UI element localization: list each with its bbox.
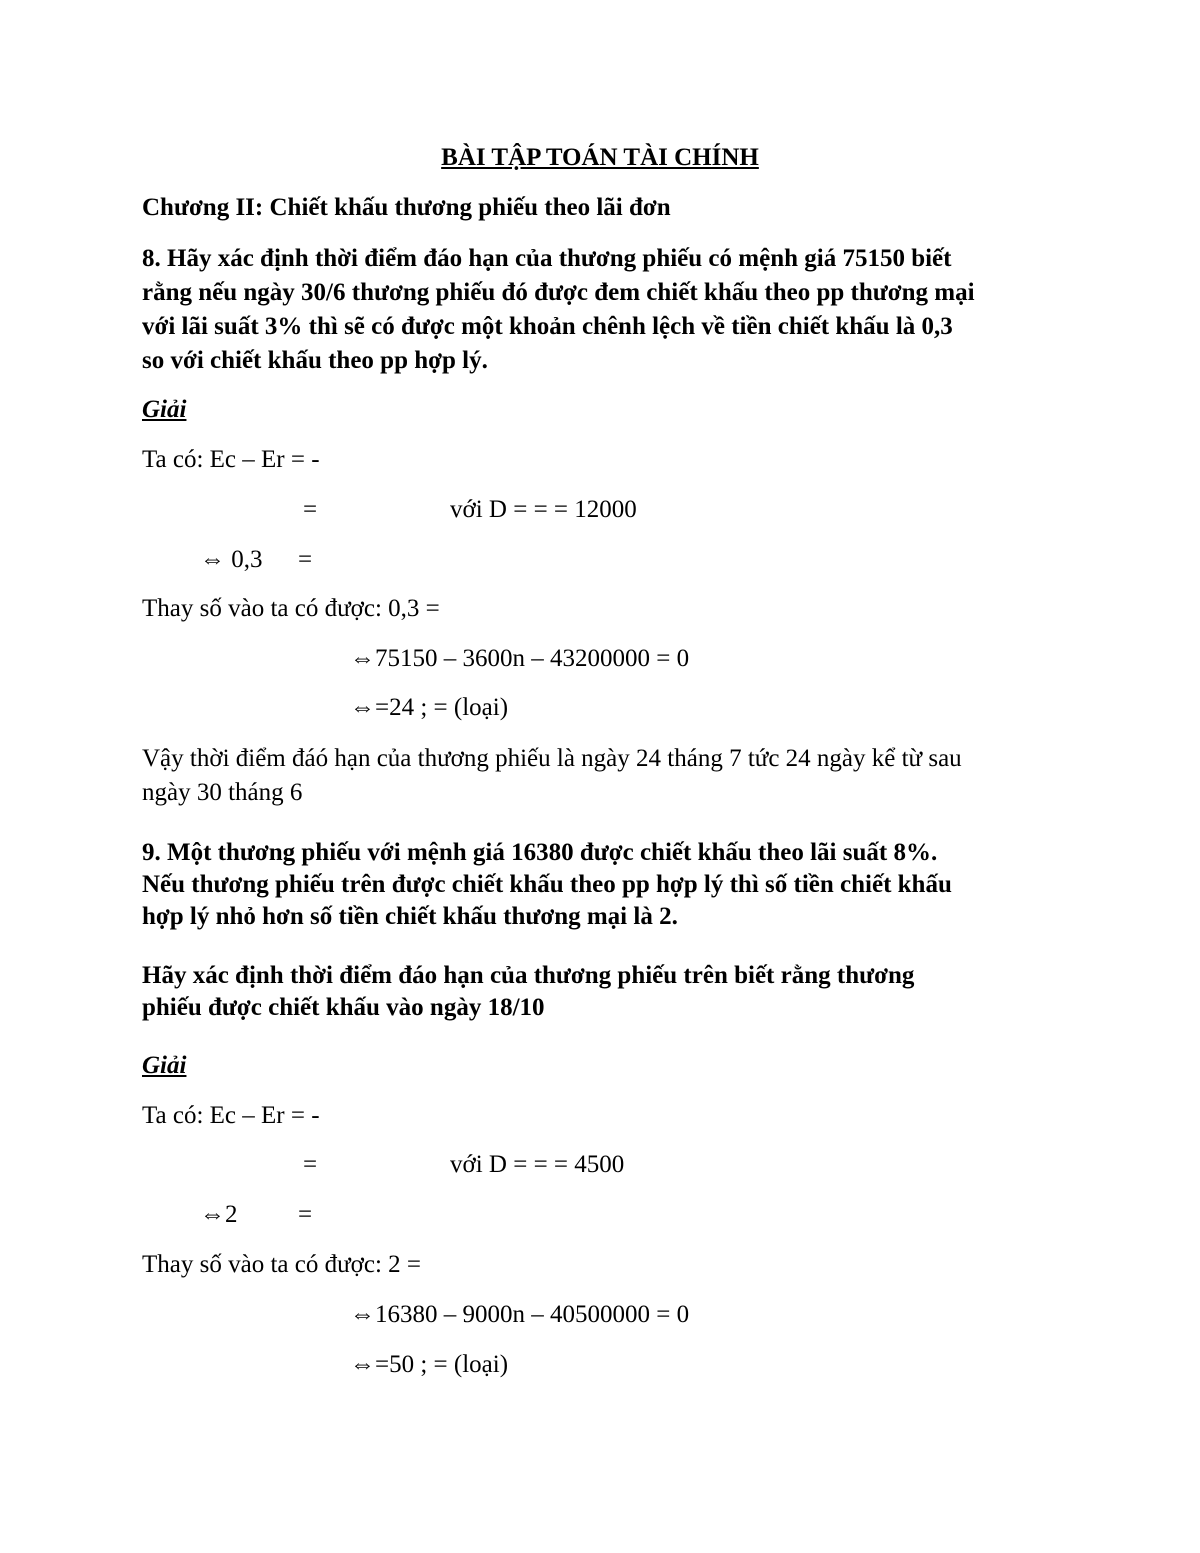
problem8-equation-2-right: với D = = = 12000 <box>450 496 637 523</box>
problem8-equation-3-left: ⇔ 0,3 <box>200 546 263 573</box>
chapter-heading: Chương II: Chiết khấu thương phiếu theo lãi đơn <box>142 194 671 221</box>
problem8-equation-2-left: = <box>303 496 318 523</box>
problem8-conclusion-line-2: ngày 30 tháng 6 <box>142 779 303 806</box>
problem9-question-line-1: Hãy xác định thời điểm đáo hạn của thương phiếu trên biết rằng thương <box>142 962 915 989</box>
problem9-line-1: 9. Một thương phiếu với mệnh giá 16380 được chiết khấu theo lãi suất 8%. <box>142 839 938 866</box>
problem9-line-3: hợp lý nhỏ hơn số tiền chiết khấu thương mại là 2. <box>142 903 678 930</box>
problem8-solution-label: Giải <box>142 396 187 423</box>
document-title: BÀI TẬP TOÁN TÀI CHÍNH <box>441 144 759 171</box>
problem9-equation-4: Thay số vào ta có được: 2 = <box>142 1251 421 1278</box>
problem8-conclusion-line-1: Vậy thời điểm đáó hạn của thương phiếu là ngày 24 tháng 7 tức 24 ngày kể từ sau <box>142 745 962 772</box>
problem9-equation-5: ⇔16380 – 9000n – 40500000 = 0 <box>350 1301 690 1328</box>
problem8-line-3: với lãi suất 3% thì sẽ có được một khoản chênh lệch về tiền chiết khấu là 0,3 <box>142 313 953 340</box>
problem9-equation-1: Ta có: Ec – Er = - <box>142 1102 320 1129</box>
problem8-equation-6: ⇔=24 ; = (loại) <box>350 694 509 721</box>
problem9-equation-3-left: ⇔2 <box>200 1201 238 1228</box>
problem9-question-line-2: phiếu được chiết khấu vào ngày 18/10 <box>142 994 545 1021</box>
problem8-equation-4: Thay số vào ta có được: 0,3 = <box>142 595 440 622</box>
problem8-line-1: 8. Hãy xác định thời điểm đáo hạn của thương phiếu có mệnh giá 75150 biết <box>142 245 952 272</box>
problem9-equation-3-right: = <box>298 1201 313 1228</box>
problem8-equation-1: Ta có: Ec – Er = - <box>142 446 320 473</box>
problem9-equation-2-left: = <box>303 1151 318 1178</box>
problem9-line-2: Nếu thương phiếu trên được chiết khấu theo pp hợp lý thì số tiền chiết khấu <box>142 871 952 898</box>
problem9-equation-6: ⇔=50 ; = (loại) <box>350 1351 509 1378</box>
problem8-equation-5: ⇔75150 – 3600n – 43200000 = 0 <box>350 645 690 672</box>
problem8-line-2: rằng nếu ngày 30/6 thương phiếu đó được đem chiết khấu theo pp thương mại <box>142 279 975 306</box>
problem9-equation-2-right: với D = = = 4500 <box>450 1151 625 1178</box>
problem8-line-4: so với chiết khấu theo pp hợp lý. <box>142 347 488 374</box>
problem9-solution-label: Giải <box>142 1052 187 1079</box>
problem8-equation-3-right: = <box>298 546 313 573</box>
